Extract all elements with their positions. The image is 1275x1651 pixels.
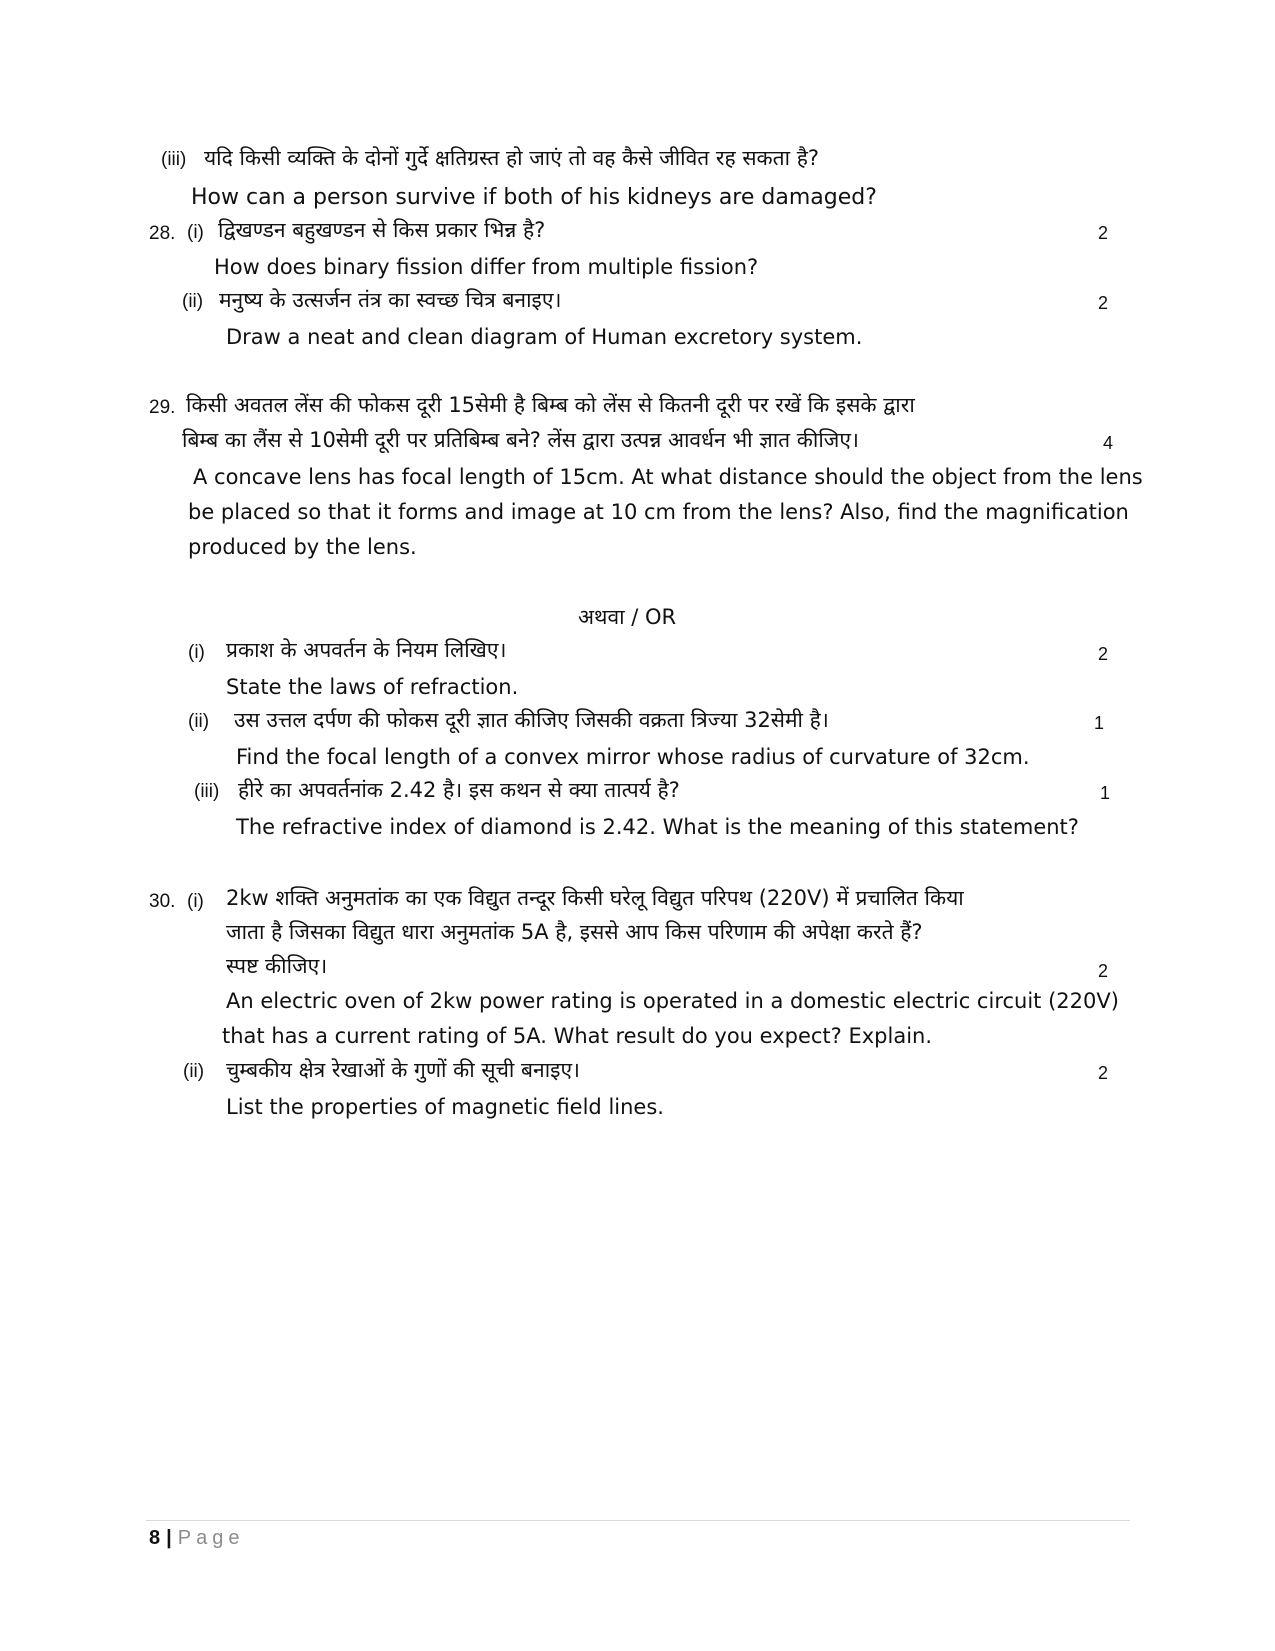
q30-i-marks: 2 bbox=[1098, 961, 1109, 981]
q29-or-i-hindi: प्रकाश के अपवर्तन के नियम लिखिए। bbox=[226, 638, 507, 662]
q29-or-ii-marks: 1 bbox=[1094, 713, 1105, 733]
q29-or-i-marks: 2 bbox=[1098, 644, 1109, 664]
q29-hindi-line-2: बिम्ब का लैंस से 10सेमी दूरी पर प्रतिबिम्ब बने? लेंस द्वारा उत्पन्न आवर्धन भी ज्ञात कीजिए। bbox=[182, 428, 859, 452]
q28-ii-hindi: मनुष्य के उत्सर्जन तंत्र का स्वच्छ चित्र बनाइए। bbox=[219, 288, 562, 312]
q28-number: 28. bbox=[149, 223, 176, 244]
q29-number: 29. bbox=[149, 397, 176, 418]
q30-i-hindi-line-3: स्पष्ट कीजिए। bbox=[226, 954, 328, 978]
page-number: 8 bbox=[149, 1527, 161, 1549]
q30-ii-hindi: चुम्बकीय क्षेत्र रेखाओं के गुणों की सूची बनाइए। bbox=[226, 1058, 581, 1082]
q29-or-ii-hindi: उस उत्तल दर्पण की फोकस दूरी ज्ञात कीजिए जिसकी वक्रता त्रिज्या 32सेमी है। bbox=[234, 708, 829, 732]
q30-i-hindi-line-1: 2kw शक्ति अनुमतांक का एक विद्युत तन्दूर किसी घरेलू विद्युत परिपथ (220V) में प्रचालित किया bbox=[226, 886, 964, 910]
q29-or-label: अथवा / OR bbox=[578, 605, 677, 629]
footer-separator: | bbox=[166, 1527, 172, 1549]
q30-ii-english: List the properties of magnetic field lines. bbox=[226, 1095, 664, 1119]
page-footer bbox=[149, 1528, 244, 1548]
q30-i-english-line-2: that has a current rating of 5A. What result do you expect? Explain. bbox=[222, 1024, 933, 1048]
q29-or-i-number: (i) bbox=[188, 642, 205, 663]
q29-marks: 4 bbox=[1103, 433, 1114, 453]
q30-ii-marks: 2 bbox=[1098, 1063, 1109, 1083]
q29-english-line-2: be placed so that it forms and image at 10 cm from the lens? Also, find the magnification bbox=[188, 500, 1129, 524]
q30-i-number: (i) bbox=[187, 891, 204, 912]
q30-ii-number: (ii) bbox=[183, 1061, 205, 1082]
q30-i-hindi-line-2: जाता है जिसका विद्युत धारा अनुमतांक 5A है, इससे आप किस परिणाम की अपेक्षा करते हैं? bbox=[226, 920, 923, 944]
q28-ii-english: Draw a neat and clean diagram of Human excretory system. bbox=[226, 325, 863, 349]
q28-i-marks: 2 bbox=[1098, 223, 1109, 243]
q29-or-iii-hindi: हीरे का अपवर्तनांक 2.42 है। इस कथन से क्या तात्पर्य है? bbox=[238, 778, 680, 802]
q29-or-ii-english: Find the focal length of a convex mirror whose radius of curvature of 32cm. bbox=[236, 745, 1030, 769]
q29-english-line-1: A concave lens has focal length of 15cm. At what distance should the object from the lens bbox=[193, 465, 1143, 489]
q27-iii-number: (iii) bbox=[161, 149, 187, 170]
q29-or-i-english: State the laws of refraction. bbox=[226, 675, 519, 699]
q28-ii-number: (ii) bbox=[182, 291, 204, 312]
q28-i-hindi: द्विखण्डन बहुखण्डन से किस प्रकार भिन्न है? bbox=[218, 218, 546, 242]
q29-or-iii-english: The refractive index of diamond is 2.42. What is the meaning of this statement? bbox=[236, 815, 1079, 839]
q27-iii-hindi: यदि किसी व्यक्ति के दोनों गुर्दे क्षतिग्रस्त हो जाएं तो वह कैसे जीवित रह सकता है? bbox=[204, 146, 820, 170]
q30-i-english-line-1: An electric oven of 2kw power rating is operated in a domestic electric circuit (220V) bbox=[226, 989, 1119, 1013]
q29-or-ii-number: (ii) bbox=[188, 711, 210, 732]
q28-i-number: (i) bbox=[187, 222, 204, 243]
q28-i-english: How does binary fission differ from multiple fission? bbox=[214, 255, 759, 279]
q30-number: 30. bbox=[149, 891, 176, 912]
q27-iii-english: How can a person survive if both of his kidneys are damaged? bbox=[191, 185, 877, 210]
q29-hindi-line-1: किसी अवतल लेंस की फोकस दूरी 15सेमी है बिम्ब को लेंस से कितनी दूरी पर रखें कि इसके द्वारा bbox=[186, 393, 915, 417]
page-label: Page bbox=[177, 1527, 245, 1549]
q29-or-iii-number: (iii) bbox=[194, 781, 220, 802]
footer-divider bbox=[146, 1520, 1130, 1521]
q29-english-line-3: produced by the lens. bbox=[188, 535, 417, 559]
q29-or-iii-marks: 1 bbox=[1100, 783, 1111, 803]
q28-ii-marks: 2 bbox=[1098, 293, 1109, 313]
